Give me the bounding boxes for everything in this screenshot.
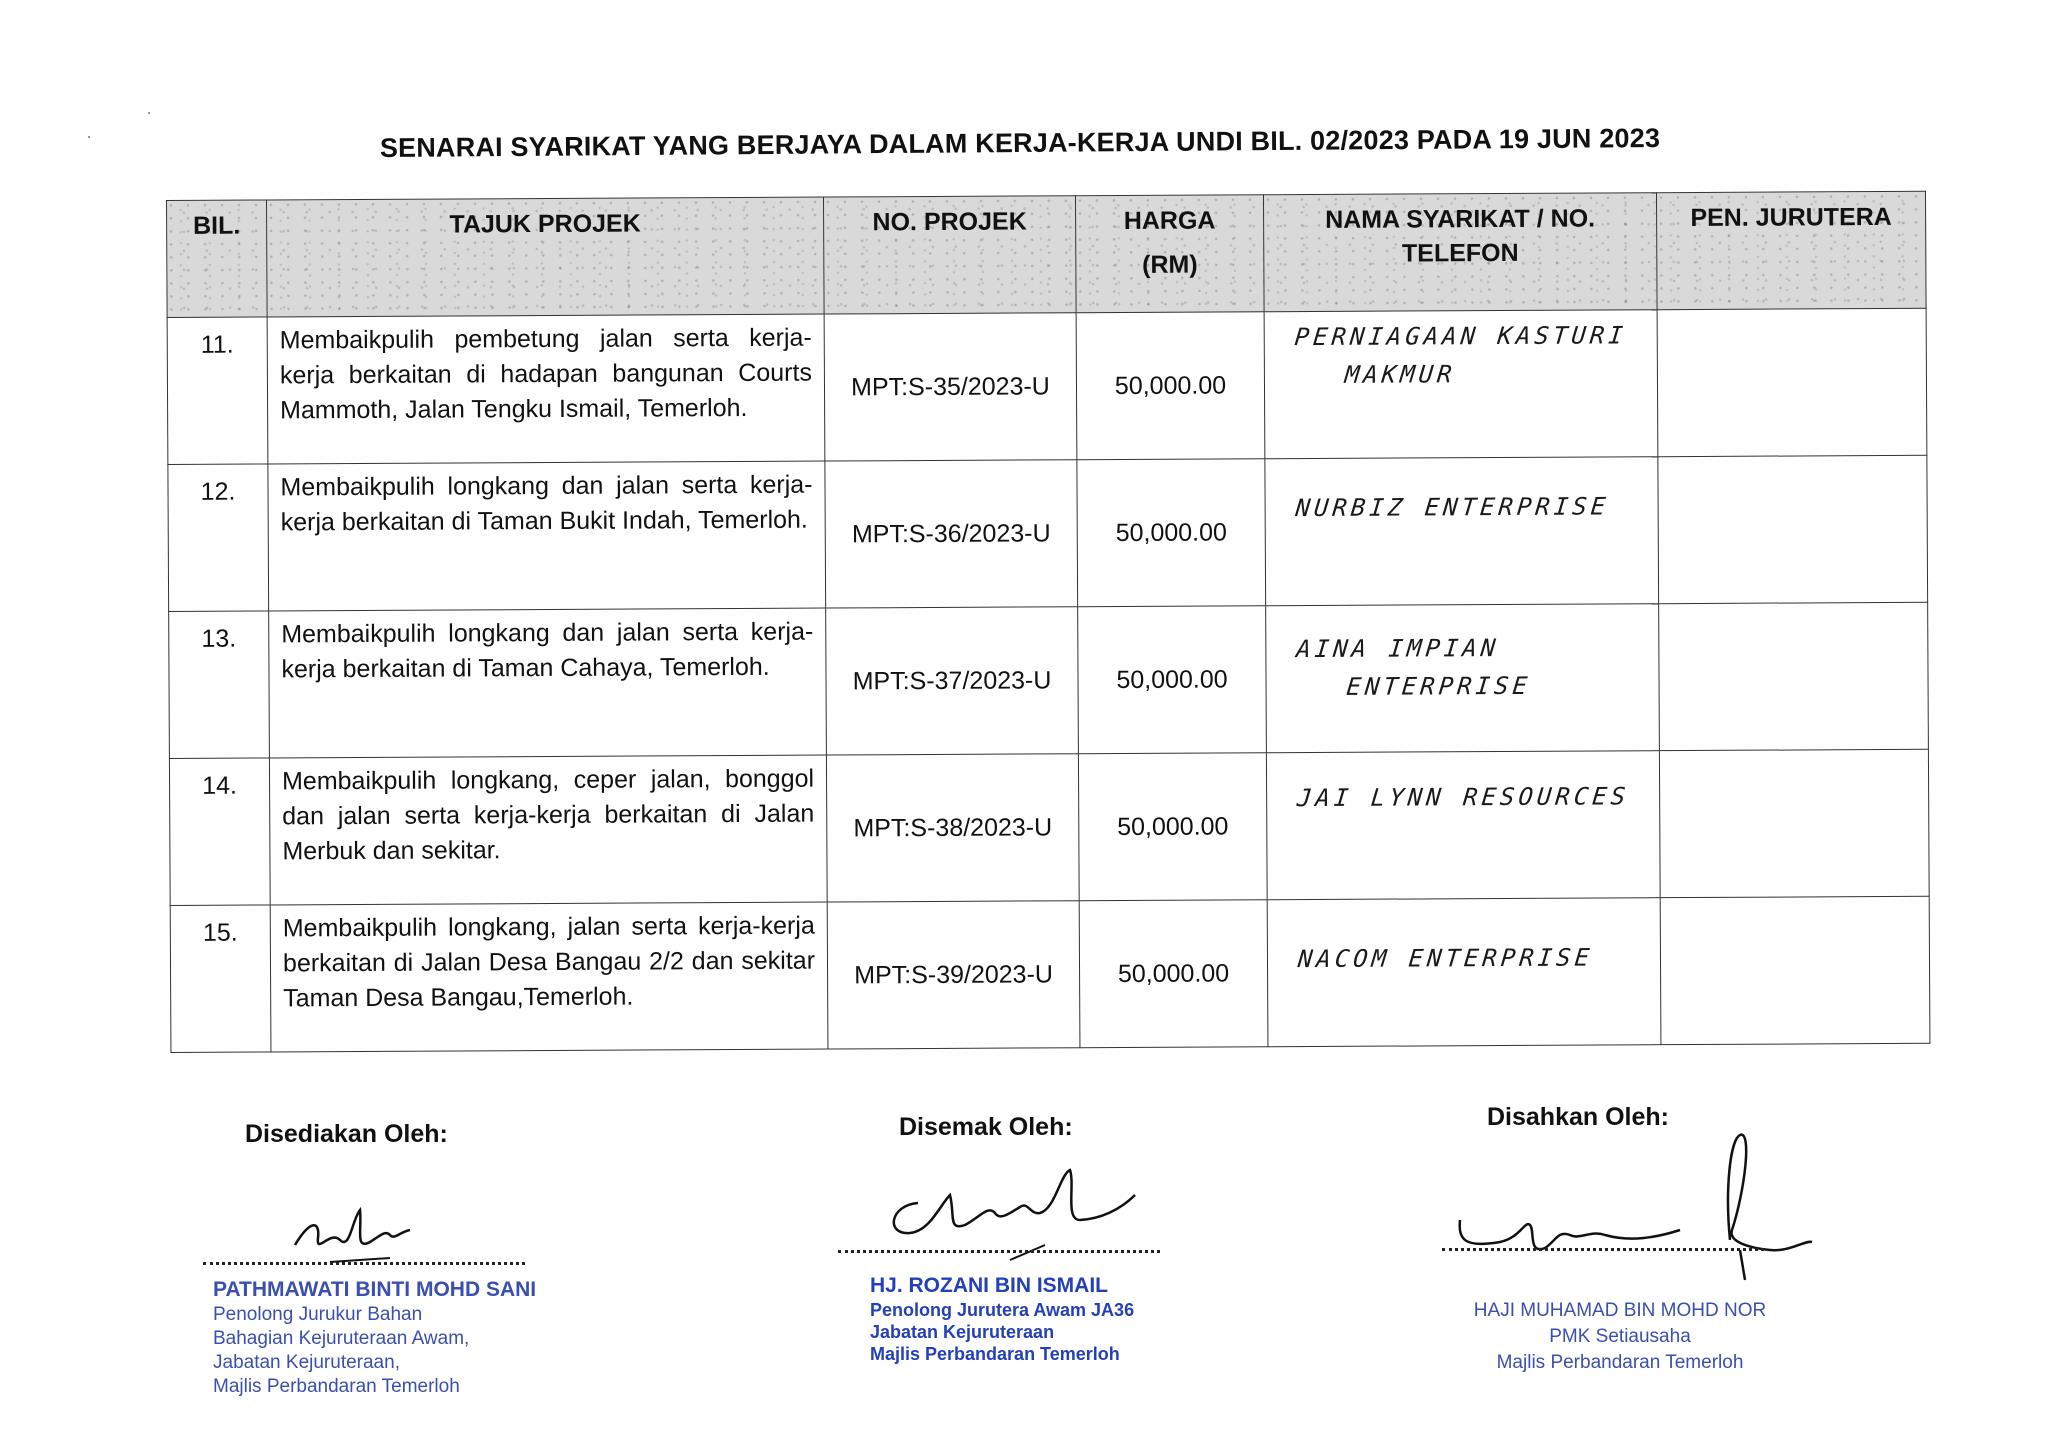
- signature-prepared-image: [290, 1200, 430, 1270]
- cell-no-projek: MPT:S-37/2023-U: [826, 607, 1079, 755]
- table-row: [168, 455, 1928, 611]
- prepared-position: Penolong Jurukur Bahan: [213, 1304, 423, 1325]
- prepared-council: Majlis Perbandaran Temerloh: [213, 1376, 460, 1397]
- cell-tajuk-projek: Membaikpulih longkang, jalan serta kerja-kerja berkaitan di Jalan Desa Bangau 2/2 dan sekitar Taman Desa Bangau,Temerloh.: [270, 902, 828, 1052]
- company-name-line2: ENTERPRISE: [1345, 671, 1533, 701]
- reviewed-name: HJ. ROZANI BIN ISMAIL: [870, 1274, 1109, 1297]
- prepared-signature-line: [203, 1262, 525, 1265]
- header-nama-syarikat: NAMA SYARIKAT / NO. TELEFON: [1263, 193, 1657, 312]
- cell-tajuk-projek: Membaikpulih pembetung jalan serta kerja-kerja berkaitan di hadapan bangunan Courts Mammoth, Jalan Tengku Ismail, Temerloh.: [267, 314, 825, 464]
- header-tajuk-projek: TAJUK PROJEK: [267, 197, 825, 317]
- prepared-department: Jabatan Kejuruteraan,: [213, 1352, 400, 1373]
- cell-no-projek: MPT:S-35/2023-U: [824, 313, 1077, 461]
- approved-name: HAJI MUHAMAD BIN MOHD NOR: [1473, 1300, 1767, 1321]
- cell-pen-jurutera: [1658, 455, 1928, 603]
- cell-harga: 50,000.00: [1078, 606, 1267, 754]
- cell-no-projek: MPT:S-39/2023-U: [827, 901, 1080, 1049]
- header-pen-jurutera: PEN. JURUTERA: [1656, 191, 1926, 309]
- cell-nama-syarikat: [1267, 898, 1661, 1047]
- approved-position: PMK Setiausaha: [1549, 1326, 1691, 1347]
- company-name-line1: AINA IMPIAN: [1294, 634, 1501, 664]
- cell-harga: 50,000.00: [1077, 459, 1266, 607]
- reviewed-position: Penolong Jurutera Awam JA36: [870, 1300, 1135, 1320]
- cell-bil: 15.: [170, 905, 271, 1053]
- company-name-line1: PERNIAGAAN KASTURI: [1293, 321, 1629, 352]
- cell-pen-jurutera: [1659, 602, 1929, 750]
- company-name-line1: NURBIZ ENTERPRISE: [1294, 492, 1611, 523]
- cell-tajuk-projek: Membaikpulih longkang dan jalan serta kerja-kerja berkaitan di Taman Cahaya, Temerloh.: [269, 608, 827, 758]
- cell-harga: 50,000.00: [1076, 312, 1265, 460]
- table-row: [167, 308, 1927, 464]
- table-row: [170, 896, 1930, 1052]
- reviewed-council: Majlis Perbandaran Temerloh: [870, 1344, 1120, 1364]
- table-row: [169, 602, 1929, 758]
- cell-pen-jurutera: [1660, 896, 1930, 1044]
- prepared-division: Bahagian Kejuruteraan Awam,: [213, 1328, 470, 1349]
- header-harga-unit: (RM): [1142, 250, 1198, 279]
- scan-speck: [88, 136, 90, 138]
- header-harga-label: HARGA: [1123, 206, 1216, 235]
- company-name-line1: NACOM ENTERPRISE: [1296, 943, 1595, 974]
- prepared-name: PATHMAWATI BINTI MOHD SANI: [213, 1278, 537, 1301]
- table-row: [169, 749, 1929, 905]
- header-bil: BIL.: [167, 200, 268, 318]
- header-harga: [1075, 195, 1264, 313]
- reviewed-label: Disemak Oleh:: [899, 1113, 1073, 1141]
- cell-nama-syarikat: [1264, 310, 1658, 459]
- approved-label: Disahkan Oleh:: [1487, 1103, 1669, 1131]
- cell-nama-syarikat: [1265, 457, 1659, 606]
- header-no-projek: NO. PROJEK: [823, 196, 1076, 314]
- cell-bil: 11.: [167, 317, 268, 465]
- company-name-line2: MAKMUR: [1343, 360, 1458, 389]
- signature-approved-image: [1440, 1130, 1820, 1290]
- cell-harga: 50,000.00: [1078, 753, 1267, 901]
- cell-bil: 13.: [169, 611, 270, 759]
- cell-tajuk-projek: Membaikpulih longkang, ceper jalan, bonggol dan jalan serta kerja-kerja berkaitan di Jalan Merbuk dan sekitar.: [269, 755, 827, 905]
- scan-speck: [148, 112, 150, 114]
- table-header-row: [167, 191, 1927, 317]
- company-name-line1: JAI LYNN RESOURCES: [1295, 782, 1631, 813]
- cell-pen-jurutera: [1657, 308, 1927, 456]
- results-table-wrapper: [166, 191, 1929, 1053]
- results-table: [166, 191, 1930, 1053]
- cell-tajuk-projek: Membaikpulih longkang dan jalan serta kerja-kerja berkaitan di Taman Bukit Indah, Temerloh.: [268, 461, 826, 611]
- cell-bil: 14.: [169, 758, 270, 906]
- cell-no-projek: MPT:S-36/2023-U: [825, 460, 1078, 608]
- prepared-label: Disediakan Oleh:: [245, 1120, 448, 1148]
- cell-no-projek: MPT:S-38/2023-U: [826, 754, 1079, 902]
- cell-nama-syarikat: [1266, 604, 1660, 753]
- reviewed-department: Jabatan Kejuruteraan: [870, 1322, 1055, 1342]
- cell-nama-syarikat: [1266, 751, 1660, 900]
- cell-harga: 50,000.00: [1079, 900, 1268, 1048]
- approved-signature-line: [1442, 1248, 1764, 1251]
- page-title: SENARAI SYARIKAT YANG BERJAYA DALAM KERJA-KERJA UNDI BIL. 02/2023 PADA 19 JUN 2023: [379, 122, 1661, 164]
- reviewed-signature-line: [838, 1250, 1160, 1253]
- approved-council: Majlis Perbandaran Temerloh: [1496, 1352, 1744, 1373]
- cell-pen-jurutera: [1659, 749, 1929, 897]
- cell-bil: 12.: [168, 464, 269, 612]
